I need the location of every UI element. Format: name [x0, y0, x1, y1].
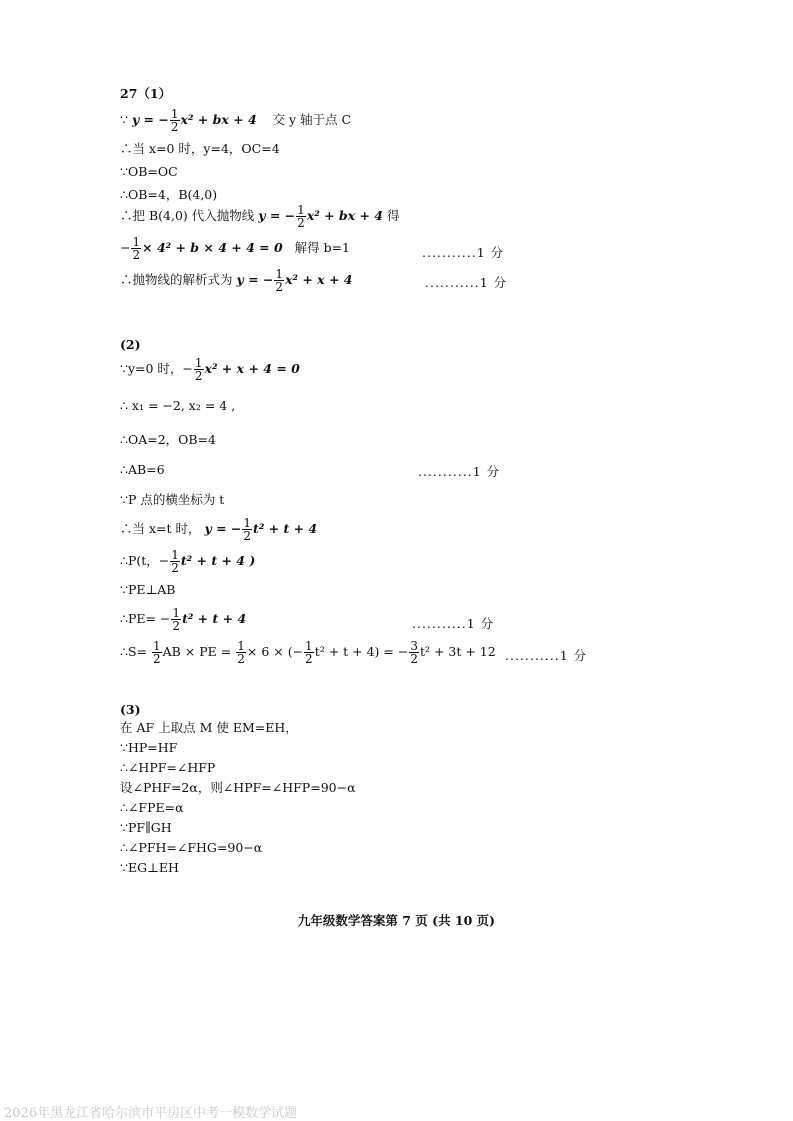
part1-line3: ∵OB=OC	[120, 164, 178, 179]
fraction	[296, 204, 306, 229]
numerator: 1	[172, 606, 181, 620]
text: ∵y=0 时，−	[120, 361, 193, 376]
numerator: 1	[243, 516, 252, 530]
denominator: 2	[132, 248, 141, 262]
fraction	[152, 640, 162, 665]
because-text: ∵	[120, 112, 128, 127]
formula-text: t² + t + 4	[182, 611, 247, 626]
part3-line6: ∵PF∥GH	[120, 820, 172, 835]
part2-line3: ∴OA=2，OB=4	[120, 432, 217, 447]
part3-line3: ∴∠HPF=∠HFP	[120, 760, 216, 775]
part2-line1	[120, 357, 300, 382]
text: ∴P(t，−	[120, 553, 170, 568]
formula-text: y = −	[236, 272, 274, 287]
numerator: 1	[170, 107, 179, 121]
numerator: 1	[194, 356, 203, 370]
part2-line5: ∵P 点的横坐标为 t	[120, 492, 225, 507]
part3-line7: ∴∠PFH=∠FHG=90−α	[120, 840, 263, 855]
score-marker: ...........1 分	[505, 648, 588, 663]
text: ∴S=	[120, 644, 147, 659]
fraction	[236, 640, 246, 665]
part3-line1: 在 AF 上取点 M 使 EM=EH，	[120, 720, 298, 735]
numerator: 1	[305, 639, 313, 653]
fraction	[274, 268, 284, 293]
part3-heading: (3)	[120, 702, 141, 717]
formula-text: x² + x + 4 = 0	[204, 361, 300, 376]
score-marker: ...........1 分	[425, 275, 508, 290]
denominator: 2	[171, 561, 179, 575]
formula-text: y = −	[204, 521, 242, 536]
formula-text: t² + t + 4) = −	[314, 644, 409, 659]
part3-line4: 设∠PHF=2α，则∠HPF=∠HFP=90−α	[120, 780, 356, 795]
fraction	[171, 607, 181, 632]
denominator: 2	[152, 652, 161, 666]
numerator: 1	[237, 639, 245, 653]
formula-text: y = −	[258, 208, 296, 223]
part2-line4: ∴AB=6	[120, 462, 165, 477]
fraction	[409, 640, 419, 665]
part2-line6	[120, 517, 317, 542]
text: ∴抛物线的解析式为	[120, 272, 233, 287]
numerator: 1	[152, 639, 161, 653]
part1-line4: ∴OB=4，B(4,0)	[120, 187, 218, 202]
denominator: 2	[172, 619, 181, 633]
formula-text: × 6 × (−	[246, 644, 304, 659]
denominator: 2	[194, 369, 203, 383]
denominator: 2	[243, 529, 252, 543]
part1-line6	[120, 236, 350, 261]
fraction	[170, 549, 180, 574]
watermark: 2026年黑龙江省哈尔滨市平房区中考一模数学试题	[4, 1106, 298, 1121]
text: ∴PE= −	[120, 611, 171, 626]
part3-line2: ∵HP=HF	[120, 740, 178, 755]
formula-text: t² + t + 4 )	[180, 553, 256, 568]
text: 交 y 轴于点 C	[272, 112, 352, 127]
formula-text: x² + bx + 4	[306, 208, 383, 223]
fraction	[242, 517, 252, 542]
text: −	[120, 240, 131, 255]
formula-text: x² + bx + 4	[180, 112, 257, 127]
numerator: 1	[275, 267, 284, 281]
part3-line8: ∵EG⊥EH	[120, 860, 179, 875]
formula-text: t² + t + 4	[253, 521, 318, 536]
score-marker: ...........1 分	[412, 616, 495, 631]
part2-line10	[120, 640, 496, 665]
part1-heading: 27（1）	[120, 86, 172, 101]
part1-line1	[120, 108, 351, 133]
text: 解得 b=1	[294, 240, 350, 255]
text: ∴把 B(4,0) 代入抛物线	[120, 208, 255, 223]
denominator: 2	[170, 120, 179, 134]
part1-line7	[120, 268, 353, 293]
formula-text: x² + x + 4	[285, 272, 353, 287]
text: 得	[386, 208, 400, 223]
part2-line9	[120, 607, 246, 632]
part2-line2: ∴ x₁ = −2, x₂ = 4 ,	[120, 398, 236, 413]
formula-text: × 4² + b × 4 + 4 = 0	[142, 240, 283, 255]
formula-text: t² + 3t + 12	[419, 644, 496, 659]
numerator: 1	[297, 203, 305, 217]
denominator: 2	[410, 652, 418, 666]
score-marker: ...........1 分	[418, 464, 501, 479]
denominator: 2	[305, 652, 313, 666]
text: ∴当 x=t 时，	[120, 521, 201, 536]
part2-line7	[120, 549, 255, 574]
part2-line8: ∵PE⊥AB	[120, 582, 176, 597]
fraction	[170, 108, 180, 133]
fraction	[304, 640, 314, 665]
denominator: 2	[237, 652, 245, 666]
numerator: 3	[410, 639, 418, 653]
numerator: 1	[132, 235, 141, 249]
fraction	[131, 236, 141, 261]
fraction	[194, 357, 204, 382]
part2-heading: (2)	[120, 337, 141, 352]
numerator: 1	[171, 548, 179, 562]
part1-line5	[120, 204, 399, 229]
formula-text: y = −	[131, 112, 169, 127]
formula-text: AB × PE =	[162, 644, 232, 659]
page-footer: 九年级数学答案第 7 页 (共 10 页)	[297, 913, 496, 928]
denominator: 2	[275, 280, 284, 294]
part1-line2: ∴当 x=0 时，y=4，OC=4	[120, 141, 280, 156]
score-marker: ...........1 分	[422, 245, 505, 260]
part3-line5: ∴∠FPE=α	[120, 800, 184, 815]
denominator: 2	[297, 216, 305, 230]
